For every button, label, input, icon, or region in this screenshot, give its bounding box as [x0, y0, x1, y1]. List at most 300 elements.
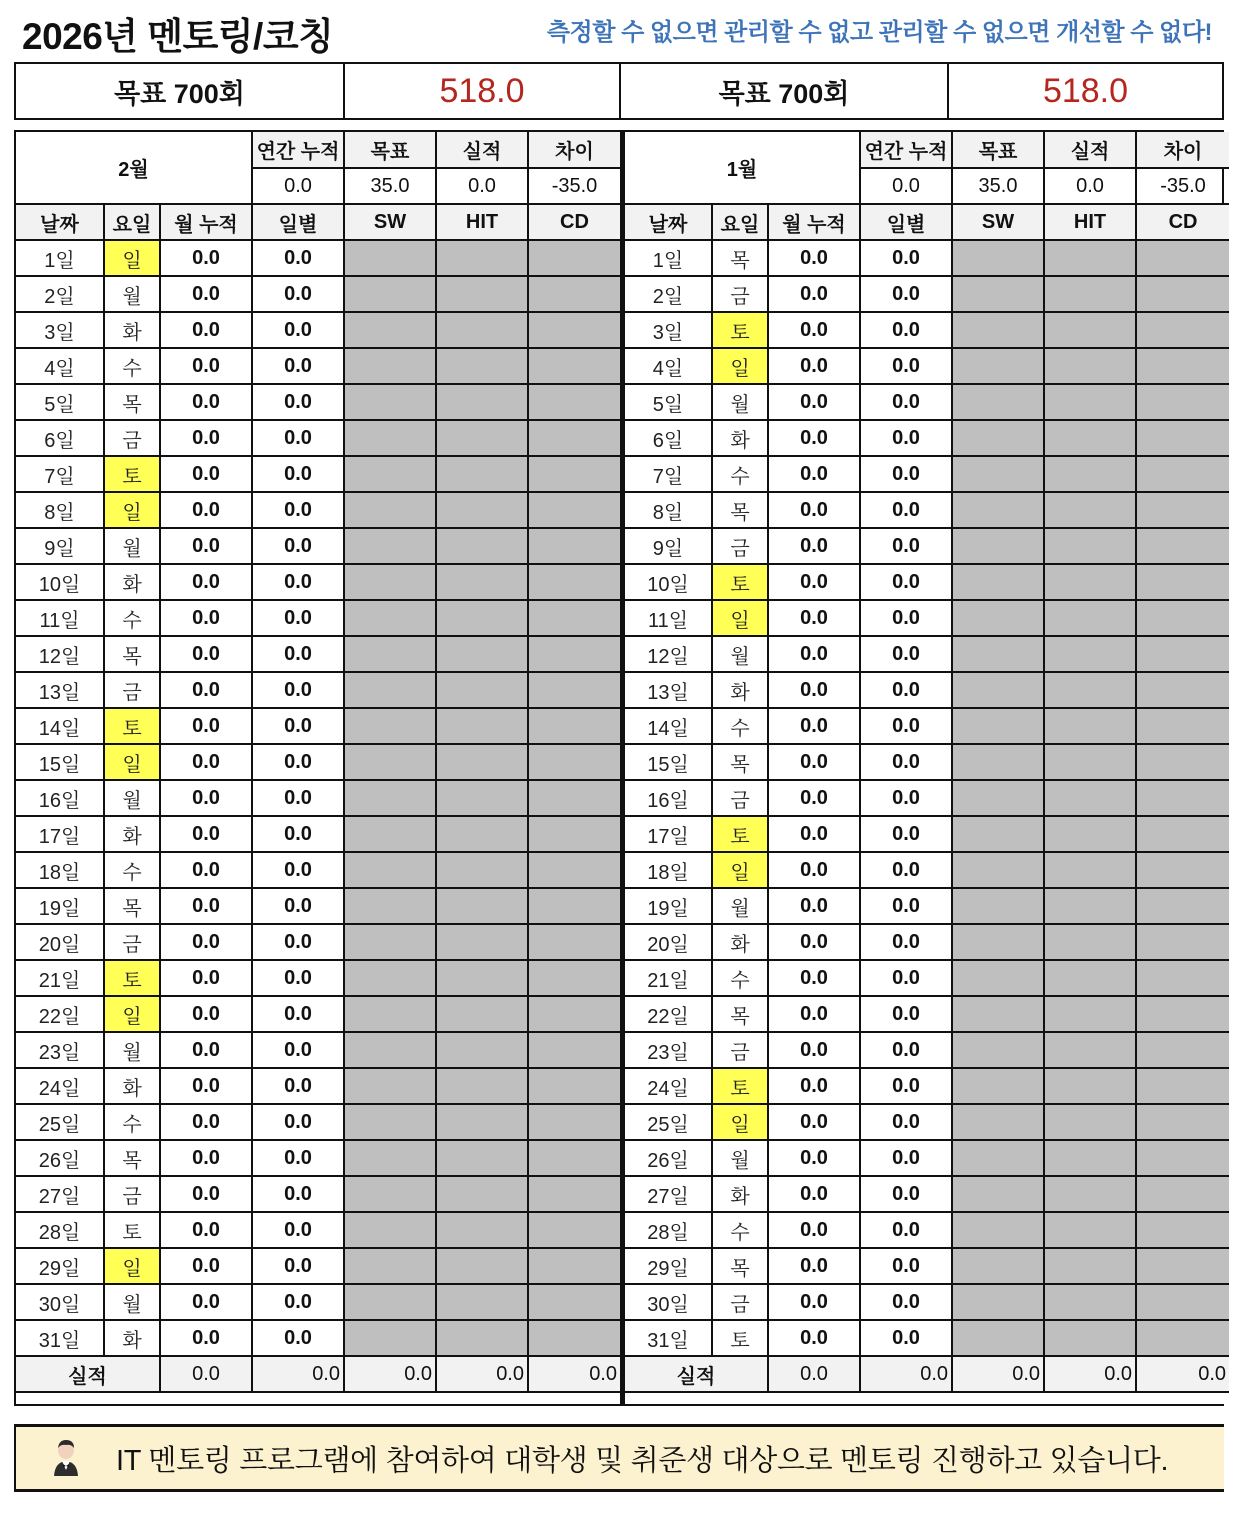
cd-cell[interactable] [528, 960, 621, 996]
date-cell[interactable]: 27일 [16, 1176, 104, 1212]
date-cell[interactable]: 11일 [624, 600, 712, 636]
monthly-cumulative-cell[interactable]: 0.0 [160, 600, 252, 636]
monthly-cumulative-cell[interactable]: 0.0 [768, 1140, 860, 1176]
cd-cell[interactable] [528, 1068, 621, 1104]
day-of-week-cell[interactable]: 수 [104, 852, 160, 888]
daily-cell[interactable]: 0.0 [252, 456, 344, 492]
date-cell[interactable]: 14일 [16, 708, 104, 744]
date-cell[interactable]: 7일 [624, 456, 712, 492]
cd-cell[interactable] [1136, 1140, 1229, 1176]
hit-cell[interactable] [1044, 1068, 1136, 1104]
day-of-week-cell[interactable]: 금 [104, 420, 160, 456]
monthly-cumulative-cell[interactable]: 0.0 [160, 924, 252, 960]
hit-cell[interactable] [436, 600, 528, 636]
sw-cell[interactable] [344, 1104, 436, 1140]
hit-cell[interactable] [436, 780, 528, 816]
hit-cell[interactable] [436, 996, 528, 1032]
sw-cell[interactable] [952, 456, 1044, 492]
date-cell[interactable]: 1일 [16, 240, 104, 276]
day-of-week-cell[interactable]: 수 [712, 708, 768, 744]
date-cell[interactable]: 6일 [16, 420, 104, 456]
monthly-cumulative-cell[interactable]: 0.0 [768, 996, 860, 1032]
hit-cell[interactable] [1044, 564, 1136, 600]
date-cell[interactable]: 19일 [624, 888, 712, 924]
monthly-cumulative-cell[interactable]: 0.0 [160, 528, 252, 564]
day-of-week-cell[interactable]: 목 [712, 1248, 768, 1284]
cd-cell[interactable] [1136, 492, 1229, 528]
hit-cell[interactable] [1044, 1176, 1136, 1212]
hit-cell[interactable] [1044, 1140, 1136, 1176]
day-of-week-cell[interactable]: 금 [104, 924, 160, 960]
day-of-week-cell[interactable]: 월 [104, 780, 160, 816]
day-of-week-cell[interactable]: 토 [712, 564, 768, 600]
sw-cell[interactable] [344, 384, 436, 420]
cd-cell[interactable] [528, 276, 621, 312]
date-cell[interactable]: 30일 [16, 1284, 104, 1320]
day-of-week-cell[interactable]: 화 [104, 1320, 160, 1356]
sw-cell[interactable] [344, 312, 436, 348]
date-cell[interactable]: 9일 [16, 528, 104, 564]
daily-cell[interactable]: 0.0 [860, 672, 952, 708]
summary-value-difference[interactable]: -35.0 [528, 168, 621, 204]
day-of-week-cell[interactable]: 토 [712, 816, 768, 852]
date-cell[interactable]: 13일 [16, 672, 104, 708]
cd-cell[interactable] [528, 924, 621, 960]
sw-cell[interactable] [952, 1320, 1044, 1356]
daily-cell[interactable]: 0.0 [252, 384, 344, 420]
cd-cell[interactable] [1136, 276, 1229, 312]
date-cell[interactable]: 22일 [16, 996, 104, 1032]
hit-cell[interactable] [436, 960, 528, 996]
cd-cell[interactable] [528, 996, 621, 1032]
monthly-cumulative-cell[interactable]: 0.0 [768, 528, 860, 564]
date-cell[interactable]: 14일 [624, 708, 712, 744]
daily-cell[interactable]: 0.0 [860, 1284, 952, 1320]
day-of-week-cell[interactable]: 수 [712, 960, 768, 996]
sw-cell[interactable] [344, 600, 436, 636]
sw-cell[interactable] [344, 744, 436, 780]
date-cell[interactable]: 30일 [624, 1284, 712, 1320]
hit-cell[interactable] [436, 1176, 528, 1212]
goal-label-cell[interactable] [16, 64, 345, 118]
day-of-week-cell[interactable]: 수 [104, 1104, 160, 1140]
monthly-cumulative-cell[interactable]: 0.0 [160, 240, 252, 276]
day-of-week-cell[interactable]: 수 [712, 456, 768, 492]
sw-cell[interactable] [952, 708, 1044, 744]
daily-cell[interactable]: 0.0 [860, 1248, 952, 1284]
monthly-cumulative-cell[interactable]: 0.0 [160, 1248, 252, 1284]
date-cell[interactable]: 24일 [624, 1068, 712, 1104]
date-cell[interactable]: 21일 [16, 960, 104, 996]
hit-cell[interactable] [1044, 240, 1136, 276]
date-cell[interactable]: 16일 [624, 780, 712, 816]
date-cell[interactable]: 11일 [16, 600, 104, 636]
hit-cell[interactable] [1044, 492, 1136, 528]
date-cell[interactable]: 17일 [16, 816, 104, 852]
total-cd[interactable]: 0.0 [1136, 1356, 1229, 1392]
date-cell[interactable]: 26일 [16, 1140, 104, 1176]
cd-cell[interactable] [1136, 744, 1229, 780]
hit-cell[interactable] [1044, 312, 1136, 348]
day-of-week-cell[interactable]: 목 [712, 492, 768, 528]
cd-cell[interactable] [528, 1140, 621, 1176]
daily-cell[interactable]: 0.0 [252, 1032, 344, 1068]
daily-cell[interactable]: 0.0 [252, 276, 344, 312]
sw-cell[interactable] [952, 1032, 1044, 1068]
monthly-cumulative-cell[interactable]: 0.0 [160, 816, 252, 852]
date-cell[interactable]: 16일 [16, 780, 104, 816]
cd-cell[interactable] [528, 780, 621, 816]
day-of-week-cell[interactable]: 화 [712, 420, 768, 456]
daily-cell[interactable]: 0.0 [860, 744, 952, 780]
cd-cell[interactable] [1136, 420, 1229, 456]
day-of-week-cell[interactable]: 일 [104, 240, 160, 276]
hit-cell[interactable] [436, 384, 528, 420]
sw-cell[interactable] [952, 1176, 1044, 1212]
daily-cell[interactable]: 0.0 [860, 456, 952, 492]
day-of-week-cell[interactable]: 목 [104, 888, 160, 924]
daily-cell[interactable]: 0.0 [252, 708, 344, 744]
monthly-cumulative-cell[interactable]: 0.0 [768, 1104, 860, 1140]
date-cell[interactable]: 18일 [624, 852, 712, 888]
sw-cell[interactable] [344, 1212, 436, 1248]
sw-cell[interactable] [952, 672, 1044, 708]
cd-cell[interactable] [528, 1320, 621, 1356]
hit-cell[interactable] [436, 312, 528, 348]
day-of-week-cell[interactable]: 화 [712, 672, 768, 708]
monthly-cumulative-cell[interactable]: 0.0 [768, 744, 860, 780]
total-daily[interactable]: 0.0 [252, 1356, 344, 1392]
day-of-week-cell[interactable]: 화 [104, 312, 160, 348]
monthly-cumulative-cell[interactable]: 0.0 [160, 1104, 252, 1140]
date-cell[interactable]: 6일 [624, 420, 712, 456]
sw-cell[interactable] [344, 780, 436, 816]
hit-cell[interactable] [436, 1068, 528, 1104]
cd-cell[interactable] [528, 492, 621, 528]
daily-cell[interactable]: 0.0 [252, 960, 344, 996]
date-cell[interactable]: 12일 [624, 636, 712, 672]
hit-cell[interactable] [1044, 276, 1136, 312]
sw-cell[interactable] [952, 888, 1044, 924]
day-of-week-cell[interactable]: 일 [104, 1248, 160, 1284]
day-of-week-cell[interactable]: 월 [104, 1032, 160, 1068]
hit-cell[interactable] [1044, 780, 1136, 816]
sw-cell[interactable] [952, 312, 1044, 348]
hit-cell[interactable] [436, 1284, 528, 1320]
sw-cell[interactable] [344, 816, 436, 852]
monthly-cumulative-cell[interactable]: 0.0 [160, 996, 252, 1032]
total-sw[interactable]: 0.0 [344, 1356, 436, 1392]
cd-cell[interactable] [528, 1284, 621, 1320]
date-cell[interactable]: 31일 [16, 1320, 104, 1356]
daily-cell[interactable]: 0.0 [860, 348, 952, 384]
daily-cell[interactable]: 0.0 [860, 420, 952, 456]
cd-cell[interactable] [528, 1248, 621, 1284]
sw-cell[interactable] [952, 1284, 1044, 1320]
sw-cell[interactable] [952, 492, 1044, 528]
monthly-cumulative-cell[interactable]: 0.0 [768, 924, 860, 960]
monthly-cumulative-cell[interactable]: 0.0 [768, 1068, 860, 1104]
date-cell[interactable]: 29일 [624, 1248, 712, 1284]
sw-cell[interactable] [344, 636, 436, 672]
date-cell[interactable]: 20일 [16, 924, 104, 960]
cd-cell[interactable] [1136, 1068, 1229, 1104]
date-cell[interactable]: 22일 [624, 996, 712, 1032]
hit-cell[interactable] [1044, 1320, 1136, 1356]
hit-cell[interactable] [1044, 924, 1136, 960]
cd-cell[interactable] [528, 744, 621, 780]
sw-cell[interactable] [952, 600, 1044, 636]
sw-cell[interactable] [344, 1284, 436, 1320]
monthly-cumulative-cell[interactable]: 0.0 [768, 1212, 860, 1248]
sw-cell[interactable] [344, 996, 436, 1032]
monthly-cumulative-cell[interactable]: 0.0 [768, 276, 860, 312]
cd-cell[interactable] [1136, 852, 1229, 888]
sw-cell[interactable] [952, 1068, 1044, 1104]
day-of-week-cell[interactable]: 월 [104, 1284, 160, 1320]
date-cell[interactable]: 12일 [16, 636, 104, 672]
monthly-cumulative-cell[interactable]: 0.0 [768, 600, 860, 636]
cd-cell[interactable] [1136, 960, 1229, 996]
daily-cell[interactable]: 0.0 [252, 672, 344, 708]
sw-cell[interactable] [952, 960, 1044, 996]
cd-cell[interactable] [528, 1176, 621, 1212]
date-cell[interactable]: 2일 [624, 276, 712, 312]
day-of-week-cell[interactable]: 토 [104, 708, 160, 744]
day-of-week-cell[interactable]: 금 [712, 1032, 768, 1068]
hit-cell[interactable] [1044, 1212, 1136, 1248]
date-cell[interactable]: 24일 [16, 1068, 104, 1104]
day-of-week-cell[interactable]: 금 [104, 672, 160, 708]
day-of-week-cell[interactable]: 월 [712, 636, 768, 672]
monthly-cumulative-cell[interactable]: 0.0 [768, 1032, 860, 1068]
date-cell[interactable]: 21일 [624, 960, 712, 996]
daily-cell[interactable]: 0.0 [860, 708, 952, 744]
sw-cell[interactable] [952, 276, 1044, 312]
hit-cell[interactable] [1044, 348, 1136, 384]
monthly-cumulative-cell[interactable]: 0.0 [768, 672, 860, 708]
cd-cell[interactable] [528, 708, 621, 744]
hit-cell[interactable] [436, 492, 528, 528]
cd-cell[interactable] [528, 564, 621, 600]
summary-value-target[interactable]: 35.0 [344, 168, 436, 204]
date-cell[interactable]: 15일 [624, 744, 712, 780]
sw-cell[interactable] [952, 240, 1044, 276]
daily-cell[interactable]: 0.0 [252, 420, 344, 456]
summary-value-annual-cumulative[interactable]: 0.0 [860, 168, 952, 204]
cd-cell[interactable] [1136, 384, 1229, 420]
hit-cell[interactable] [436, 672, 528, 708]
sw-cell[interactable] [344, 240, 436, 276]
monthly-cumulative-cell[interactable]: 0.0 [768, 852, 860, 888]
sw-cell[interactable] [952, 1248, 1044, 1284]
day-of-week-cell[interactable]: 금 [104, 1176, 160, 1212]
sw-cell[interactable] [952, 1212, 1044, 1248]
date-cell[interactable]: 18일 [16, 852, 104, 888]
daily-cell[interactable]: 0.0 [252, 1212, 344, 1248]
daily-cell[interactable]: 0.0 [860, 1068, 952, 1104]
daily-cell[interactable]: 0.0 [252, 852, 344, 888]
day-of-week-cell[interactable]: 토 [712, 1320, 768, 1356]
day-of-week-cell[interactable]: 일 [104, 744, 160, 780]
daily-cell[interactable]: 0.0 [252, 348, 344, 384]
date-cell[interactable]: 15일 [16, 744, 104, 780]
sw-cell[interactable] [344, 708, 436, 744]
date-cell[interactable]: 28일 [16, 1212, 104, 1248]
date-cell[interactable]: 29일 [16, 1248, 104, 1284]
monthly-cumulative-cell[interactable]: 0.0 [768, 1248, 860, 1284]
daily-cell[interactable]: 0.0 [860, 888, 952, 924]
cd-cell[interactable] [1136, 1248, 1229, 1284]
hit-cell[interactable] [1044, 1032, 1136, 1068]
daily-cell[interactable]: 0.0 [252, 888, 344, 924]
hit-cell[interactable] [436, 636, 528, 672]
monthly-cumulative-cell[interactable]: 0.0 [160, 564, 252, 600]
date-cell[interactable]: 23일 [624, 1032, 712, 1068]
monthly-cumulative-cell[interactable]: 0.0 [768, 348, 860, 384]
day-of-week-cell[interactable]: 일 [104, 492, 160, 528]
date-cell[interactable]: 20일 [624, 924, 712, 960]
cd-cell[interactable] [528, 1032, 621, 1068]
hit-cell[interactable] [1044, 960, 1136, 996]
hit-cell[interactable] [1044, 816, 1136, 852]
hit-cell[interactable] [436, 744, 528, 780]
daily-cell[interactable]: 0.0 [860, 636, 952, 672]
day-of-week-cell[interactable]: 일 [712, 348, 768, 384]
date-cell[interactable]: 3일 [16, 312, 104, 348]
daily-cell[interactable]: 0.0 [860, 996, 952, 1032]
hit-cell[interactable] [436, 456, 528, 492]
cd-cell[interactable] [1136, 1104, 1229, 1140]
cd-cell[interactable] [1136, 996, 1229, 1032]
monthly-cumulative-cell[interactable]: 0.0 [160, 852, 252, 888]
summary-value-target[interactable]: 35.0 [952, 168, 1044, 204]
date-cell[interactable]: 5일 [624, 384, 712, 420]
cd-cell[interactable] [1136, 528, 1229, 564]
day-of-week-cell[interactable]: 일 [712, 852, 768, 888]
daily-cell[interactable]: 0.0 [252, 1284, 344, 1320]
cd-cell[interactable] [528, 312, 621, 348]
date-cell[interactable]: 10일 [16, 564, 104, 600]
hit-cell[interactable] [436, 1104, 528, 1140]
daily-cell[interactable]: 0.0 [860, 780, 952, 816]
sw-cell[interactable] [952, 780, 1044, 816]
cd-cell[interactable] [1136, 780, 1229, 816]
daily-cell[interactable]: 0.0 [860, 276, 952, 312]
day-of-week-cell[interactable]: 목 [712, 996, 768, 1032]
hit-cell[interactable] [436, 564, 528, 600]
hit-cell[interactable] [436, 348, 528, 384]
hit-cell[interactable] [436, 240, 528, 276]
hit-cell[interactable] [1044, 384, 1136, 420]
hit-cell[interactable] [1044, 888, 1136, 924]
sw-cell[interactable] [344, 1068, 436, 1104]
date-cell[interactable]: 27일 [624, 1176, 712, 1212]
day-of-week-cell[interactable]: 토 [104, 456, 160, 492]
hit-cell[interactable] [1044, 456, 1136, 492]
monthly-cumulative-cell[interactable]: 0.0 [160, 1140, 252, 1176]
daily-cell[interactable]: 0.0 [860, 492, 952, 528]
daily-cell[interactable]: 0.0 [860, 1032, 952, 1068]
day-of-week-cell[interactable]: 목 [712, 240, 768, 276]
hit-cell[interactable] [436, 852, 528, 888]
sw-cell[interactable] [344, 1248, 436, 1284]
goal-value-cell[interactable] [345, 64, 621, 118]
monthly-cumulative-cell[interactable]: 0.0 [768, 384, 860, 420]
hit-cell[interactable] [436, 816, 528, 852]
date-cell[interactable]: 10일 [624, 564, 712, 600]
hit-cell[interactable] [436, 420, 528, 456]
date-cell[interactable]: 23일 [16, 1032, 104, 1068]
monthly-cumulative-cell[interactable]: 0.0 [160, 1068, 252, 1104]
cd-cell[interactable] [1136, 456, 1229, 492]
summary-value-actual[interactable]: 0.0 [1044, 168, 1136, 204]
sw-cell[interactable] [344, 852, 436, 888]
sw-cell[interactable] [344, 888, 436, 924]
day-of-week-cell[interactable]: 토 [104, 1212, 160, 1248]
cd-cell[interactable] [1136, 1212, 1229, 1248]
daily-cell[interactable]: 0.0 [860, 924, 952, 960]
sw-cell[interactable] [344, 1140, 436, 1176]
sw-cell[interactable] [952, 996, 1044, 1032]
date-cell[interactable]: 7일 [16, 456, 104, 492]
date-cell[interactable]: 8일 [16, 492, 104, 528]
cd-cell[interactable] [1136, 1176, 1229, 1212]
hit-cell[interactable] [1044, 672, 1136, 708]
daily-cell[interactable]: 0.0 [860, 312, 952, 348]
monthly-cumulative-cell[interactable]: 0.0 [160, 780, 252, 816]
hit-cell[interactable] [436, 1212, 528, 1248]
day-of-week-cell[interactable]: 토 [712, 1068, 768, 1104]
sw-cell[interactable] [952, 636, 1044, 672]
hit-cell[interactable] [436, 1248, 528, 1284]
date-cell[interactable]: 9일 [624, 528, 712, 564]
sw-cell[interactable] [952, 564, 1044, 600]
sw-cell[interactable] [344, 672, 436, 708]
sw-cell[interactable] [344, 348, 436, 384]
cd-cell[interactable] [1136, 312, 1229, 348]
sw-cell[interactable] [344, 924, 436, 960]
day-of-week-cell[interactable]: 화 [712, 1176, 768, 1212]
cd-cell[interactable] [528, 636, 621, 672]
monthly-cumulative-cell[interactable]: 0.0 [768, 780, 860, 816]
daily-cell[interactable]: 0.0 [252, 924, 344, 960]
hit-cell[interactable] [1044, 528, 1136, 564]
hit-cell[interactable] [1044, 852, 1136, 888]
monthly-cumulative-cell[interactable]: 0.0 [160, 1284, 252, 1320]
cd-cell[interactable] [528, 672, 621, 708]
daily-cell[interactable]: 0.0 [860, 240, 952, 276]
cd-cell[interactable] [1136, 816, 1229, 852]
date-cell[interactable]: 17일 [624, 816, 712, 852]
daily-cell[interactable]: 0.0 [860, 384, 952, 420]
day-of-week-cell[interactable]: 목 [104, 636, 160, 672]
cd-cell[interactable] [1136, 1032, 1229, 1068]
daily-cell[interactable]: 0.0 [252, 600, 344, 636]
hit-cell[interactable] [436, 708, 528, 744]
day-of-week-cell[interactable]: 화 [104, 1068, 160, 1104]
day-of-week-cell[interactable]: 월 [104, 528, 160, 564]
cd-cell[interactable] [1136, 708, 1229, 744]
date-cell[interactable]: 26일 [624, 1140, 712, 1176]
sw-cell[interactable] [344, 528, 436, 564]
monthly-cumulative-cell[interactable]: 0.0 [768, 564, 860, 600]
cd-cell[interactable] [528, 1212, 621, 1248]
monthly-cumulative-cell[interactable]: 0.0 [160, 312, 252, 348]
sw-cell[interactable] [344, 1032, 436, 1068]
date-cell[interactable]: 25일 [624, 1104, 712, 1140]
daily-cell[interactable]: 0.0 [860, 564, 952, 600]
